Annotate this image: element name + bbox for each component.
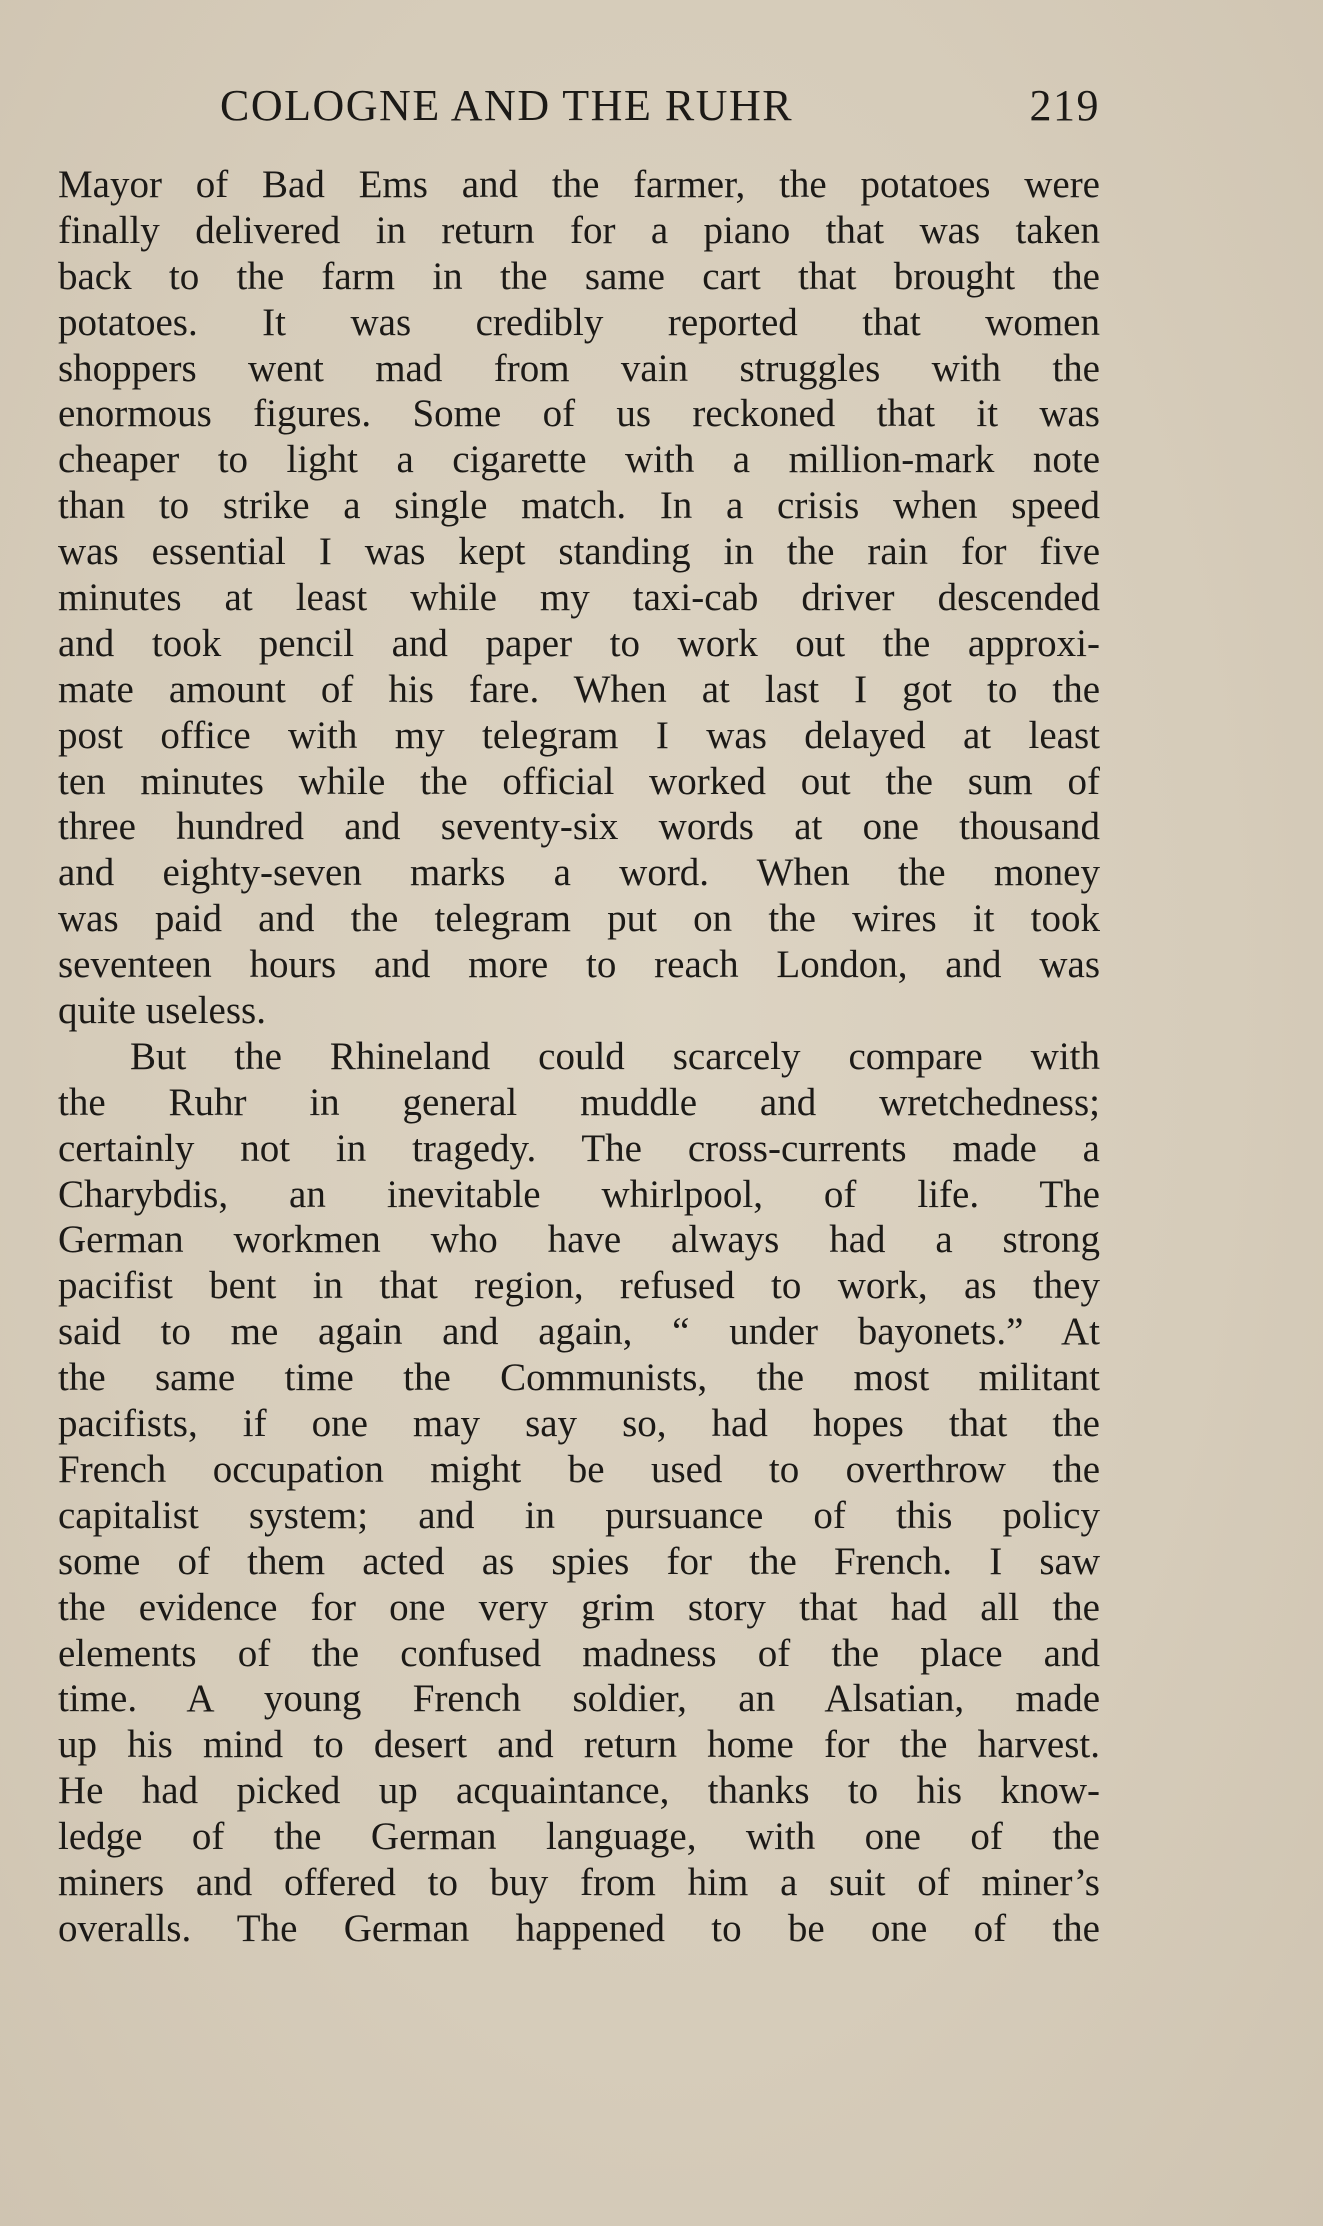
text-line: cheaper to light a cigarette with a million-mark note	[58, 438, 1100, 482]
text-line: pacifists, if one may say so, had hopes that the	[58, 1402, 1100, 1446]
paragraph-start-line: But the Rhineland could scarcely compare with	[130, 1034, 1100, 1078]
paragraph-end-line: quite useless.	[58, 989, 266, 1033]
page-number: 219	[1029, 81, 1100, 130]
text-line: post office with my telegram I was delayed at least	[58, 713, 1100, 757]
text-line: capitalist system; and in pursuance of this policy	[58, 1493, 1100, 1537]
text-line: was essential I was kept standing in the rain for five	[58, 530, 1100, 574]
text-line: time. A young French soldier, an Alsatian, made	[58, 1677, 1100, 1721]
text-line: and eighty-seven marks a word. When the money	[58, 851, 1100, 895]
text-line: pacifist bent in that region, refused to work, as they	[58, 1264, 1100, 1308]
text-line: German workmen who have always had a strong	[58, 1218, 1100, 1262]
text-line: up his mind to desert and return home for the harvest.	[58, 1723, 1100, 1767]
text-line: miners and offered to buy from him a suit of miner’s	[58, 1860, 1100, 1904]
text-line: and took pencil and paper to work out the approxi-	[58, 621, 1100, 665]
text-line: potatoes. It was credibly reported that women	[58, 300, 1100, 344]
text-line: shoppers went mad from vain struggles with the	[58, 346, 1100, 390]
text-line: ledge of the German language, with one of the	[58, 1815, 1100, 1859]
text-line: enormous figures. Some of us reckoned that it was	[58, 392, 1100, 436]
text-line: than to strike a single match. In a crisis when speed	[58, 484, 1100, 528]
text-line: the Ruhr in general muddle and wretchedness;	[58, 1080, 1100, 1124]
text-line: ten minutes while the official worked out the sum of	[58, 759, 1100, 803]
text-line: overalls. The German happened to be one of the	[58, 1906, 1100, 1950]
text-line: back to the farm in the same cart that brought the	[58, 254, 1100, 298]
text-line: was paid and the telegram put on the wires it took	[58, 897, 1100, 941]
text-line: mate amount of his fare. When at last I got to the	[58, 667, 1100, 711]
text-line: minutes at least while my taxi-cab driver descended	[58, 576, 1100, 620]
text-line: French occupation might be used to overthrow the	[58, 1447, 1100, 1491]
text-line: the evidence for one very grim story that had all the	[58, 1585, 1100, 1629]
text-line: seventeen hours and more to reach London, and was	[58, 943, 1100, 987]
text-line: three hundred and seventy-six words at one thousand	[58, 805, 1100, 849]
running-head	[58, 78, 1100, 134]
body-text	[58, 162, 1100, 1952]
text-line: Charybdis, an inevitable whirlpool, of life. The	[58, 1172, 1100, 1216]
text-line: said to me again and again, “ under bayonets.” At	[58, 1310, 1100, 1354]
text-line: He had picked up acquaintance, thanks to his know-	[58, 1769, 1100, 1813]
text-line: the same time the Communists, the most militant	[58, 1356, 1100, 1400]
text-line: finally delivered in return for a piano that was taken	[58, 208, 1100, 252]
text-line: certainly not in tragedy. The cross-currents made a	[58, 1126, 1100, 1170]
running-head-title: COLOGNE AND THE RUHR	[220, 81, 794, 130]
text-line: Mayor of Bad Ems and the farmer, the potatoes were	[58, 163, 1100, 206]
text-line: some of them acted as spies for the French. I saw	[58, 1539, 1100, 1583]
text-line: elements of the confused madness of the place and	[58, 1631, 1100, 1675]
